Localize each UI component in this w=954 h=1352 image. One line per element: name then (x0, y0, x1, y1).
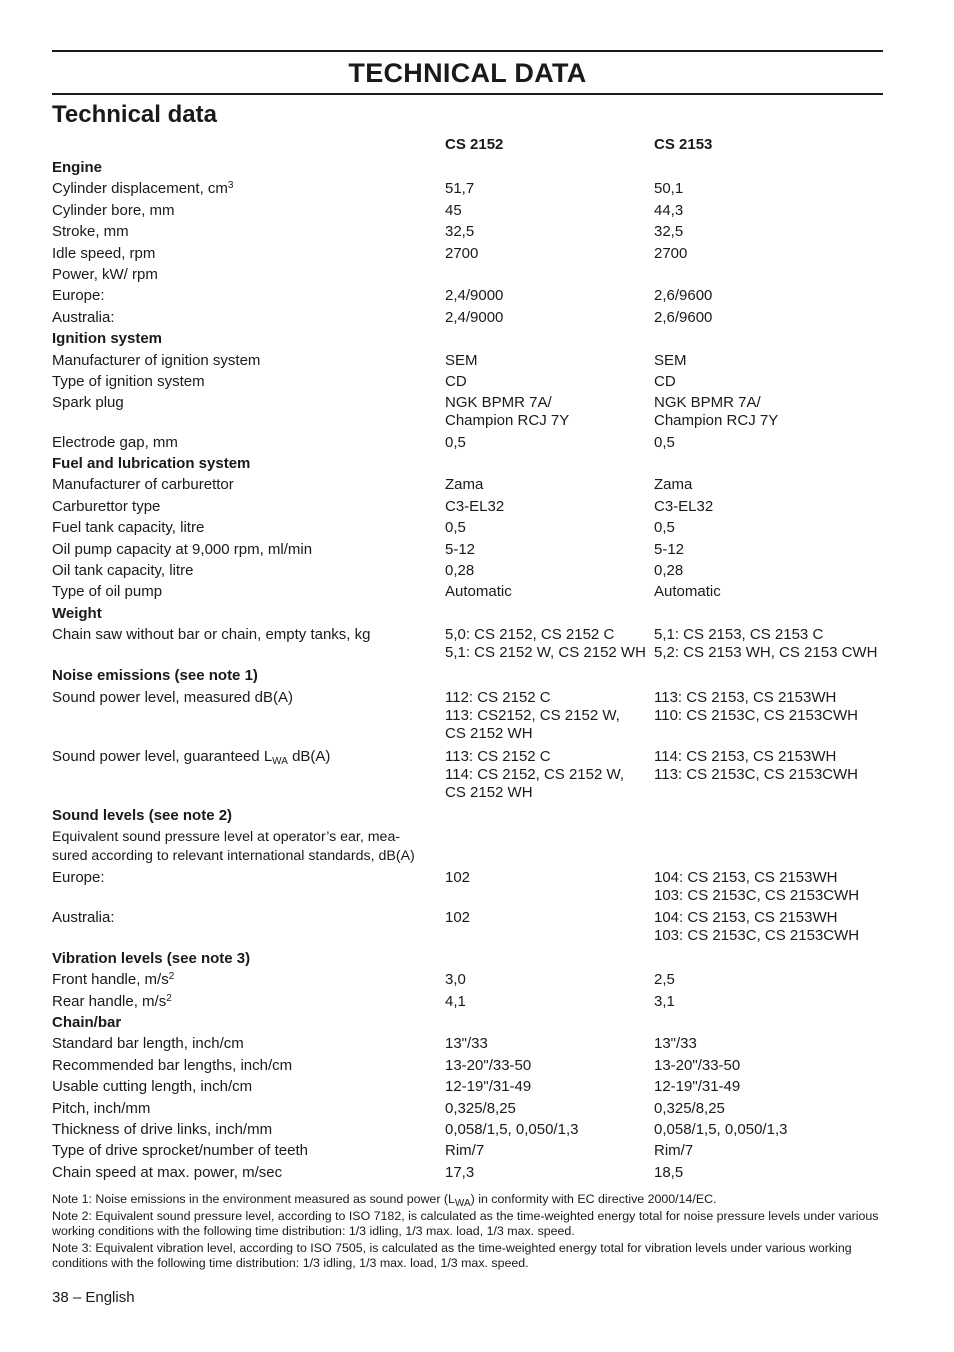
value-cs2153: 0,325/8,25 (654, 1099, 725, 1117)
spec-row (52, 687, 912, 746)
spec-label (52, 223, 445, 241)
spec-label (52, 541, 445, 559)
spec-label (52, 583, 445, 601)
value-cs2152: 0,28 (445, 562, 475, 580)
spec-row (52, 1033, 912, 1054)
value-cs2152: 2700 (445, 244, 479, 262)
spec-label-suffix: dB(A) (287, 747, 331, 765)
spec-label (52, 498, 445, 516)
spec-label-text: Sound power level, measured dB(A) (52, 688, 293, 706)
column-header-cs2153: CS 2153 (654, 136, 713, 153)
section-heading-row (52, 805, 912, 826)
section-heading-row (52, 948, 912, 969)
spec-row (52, 200, 912, 221)
unit-superscript: 3 (227, 180, 234, 192)
value-cs2153: 2,5 (654, 971, 675, 989)
value-cs2153: 2,6/9600 (654, 308, 713, 326)
top-rule (52, 50, 883, 52)
value-cs2152: 102 (445, 908, 471, 926)
value-cs2153: SEM (654, 351, 687, 369)
spec-label (52, 519, 445, 537)
section-heading (52, 605, 445, 623)
column-header-row (52, 134, 912, 157)
spec-row (52, 560, 912, 581)
spec-row (52, 969, 912, 990)
page-number: 38 – English (52, 1289, 135, 1306)
value-cs2153: 5,1: CS 2153, CS 2153 C 5,2: CS 2153 WH, CS 2153 CWH (654, 626, 878, 662)
value-cs2153: Zama (654, 476, 693, 494)
spec-row (52, 1119, 912, 1140)
spec-label-text: Europe: (52, 869, 105, 887)
spec-label (52, 202, 445, 220)
unit-subscript: WA (272, 755, 288, 767)
spec-label-text: Noise emissions (see note 1) (52, 667, 258, 685)
spec-label (52, 1142, 445, 1160)
spec-label (52, 1035, 445, 1053)
value-cs2152: 0,5 (445, 519, 466, 537)
section-heading (52, 159, 445, 177)
value-cs2152: 2,4/9000 (445, 287, 504, 305)
bottom-rule (52, 93, 883, 95)
value-cs2152: 13-20"/33-50 (445, 1056, 532, 1074)
spec-label-text: Front handle, m/s (52, 971, 169, 989)
value-cs2153: 3,1 (654, 992, 675, 1010)
spec-row (52, 907, 912, 948)
spec-label-text: Cylinder displacement, cm (52, 180, 228, 198)
spec-row (52, 243, 912, 264)
value-cs2152: Zama (445, 476, 484, 494)
spec-label-text: Ignition system (52, 330, 163, 348)
section-heading (52, 1014, 445, 1032)
spec-row (52, 350, 912, 371)
spec-row (52, 474, 912, 495)
value-cs2153: 5-12 (654, 540, 685, 558)
value-cs2152: Automatic (445, 583, 512, 601)
spec-row (52, 867, 912, 906)
value-cs2152: CD (445, 372, 467, 390)
spec-label (52, 909, 445, 927)
spec-row (52, 496, 912, 517)
spec-label (52, 1078, 445, 1096)
value-cs2152: NGK BPMR 7A/ Champion RCJ 7Y (445, 394, 570, 430)
spec-label (52, 373, 445, 391)
spec-label-text: Cylinder bore, mm (52, 201, 175, 219)
spec-label (52, 287, 445, 305)
spec-label-text: Oil tank capacity, litre (52, 562, 194, 580)
value-cs2153: 13-20"/33-50 (654, 1056, 741, 1074)
spec-label-text: Chain saw without bar or chain, empty tanks, kg (52, 626, 371, 644)
value-cs2153: 13"/33 (654, 1035, 697, 1053)
spec-row (52, 178, 912, 199)
spec-label (52, 180, 445, 198)
note-2: Note 2: Equivalent sound pressure level, according to ISO 7182, is calculated as the time-weighted energy total for noise pressure levels under various working conditions with the following time distribution: 1/3 idling, 1/3 max. load, 1/3 max. speed. (52, 1209, 879, 1238)
spec-label-text: Manufacturer of carburettor (52, 476, 234, 494)
spec-row (52, 264, 912, 285)
spec-label-text: Type of drive sprocket/number of teeth (52, 1142, 308, 1160)
spec-row (52, 539, 912, 560)
spec-label-text: Fuel tank capacity, litre (52, 519, 205, 537)
spec-label-text: Stroke, mm (52, 223, 129, 241)
spec-label (52, 476, 445, 494)
spec-label (52, 689, 445, 707)
value-cs2153: CD (654, 372, 676, 390)
spec-label-text: Australia: (52, 908, 115, 926)
section-heading-row (52, 1012, 912, 1033)
value-cs2153: 44,3 (654, 201, 684, 219)
value-cs2152: 0,325/8,25 (445, 1099, 516, 1117)
spec-label (52, 309, 445, 327)
value-cs2153: 12-19"/31-49 (654, 1078, 741, 1096)
spec-label-text: Spark plug (52, 394, 124, 412)
spec-row (52, 517, 912, 538)
spec-label-text: Rear handle, m/s (52, 992, 167, 1010)
spec-label-text: Power, kW/ rpm (52, 265, 158, 283)
spec-row (52, 826, 912, 867)
value-cs2153: 114: CS 2153, CS 2153WH 113: CS 2153C, CS 2153CWH (654, 747, 858, 783)
spec-label-text: Type of oil pump (52, 583, 163, 601)
spec-label (52, 245, 445, 263)
value-cs2152: 2,4/9000 (445, 308, 504, 326)
value-cs2152: 113: CS 2152 C 114: CS 2152, CS 2152 W, CS 2152 WH (445, 747, 624, 801)
spec-row (52, 432, 912, 453)
value-cs2152: Rim/7 (445, 1142, 485, 1160)
spec-label-text: Electrode gap, mm (52, 433, 178, 451)
value-cs2153: Rim/7 (654, 1142, 694, 1160)
spec-label-text: Engine (52, 159, 103, 176)
value-cs2153: 0,5 (654, 519, 675, 537)
section-heading (52, 807, 445, 825)
note-1: Note 1: Noise emissions in the environment measured as sound power $(L_{WA})$ in conformity with EC directive 2000/14/EC. (52, 1192, 717, 1209)
value-cs2152: 112: CS 2152 C 113: CS2152, CS 2152 W, CS 2152 WH (445, 688, 620, 742)
value-cs2152: 0,5 (445, 433, 466, 451)
value-cs2152: 4,1 (445, 992, 466, 1010)
section-heading-row (52, 157, 912, 178)
spec-row (52, 221, 912, 242)
value-cs2152: 12-19"/31-49 (445, 1078, 532, 1096)
spec-row (52, 746, 912, 805)
spec-label (52, 434, 445, 452)
spec-label-text: Carburettor type (52, 497, 161, 515)
spec-label (52, 993, 445, 1011)
spec-row (52, 581, 912, 602)
spec-label (52, 1100, 445, 1118)
spec-row (52, 371, 912, 392)
spec-label-text: Equivalent sound pressure level at operator’s ear, mea- sured according to relevant international standards, dB(A) (52, 828, 415, 864)
spec-row (52, 1055, 912, 1076)
spec-label-text: Oil pump capacity at 9,000 rpm, ml/min (52, 540, 313, 558)
section-heading (52, 330, 445, 348)
spec-label (52, 1057, 445, 1075)
spec-label-text: Thickness of drive links, inch/mm (52, 1120, 273, 1138)
value-cs2153: Automatic (654, 583, 721, 601)
spec-label (52, 971, 445, 989)
value-cs2153: 104: CS 2153, CS 2153WH 103: CS 2153C, CS 2153CWH (654, 869, 860, 905)
spec-table (52, 134, 912, 1183)
spec-row (52, 1098, 912, 1119)
spec-label-text: Europe: (52, 287, 105, 305)
value-cs2152: 5-12 (445, 540, 476, 558)
spec-label-text: Type of ignition system (52, 372, 205, 390)
section-heading-row (52, 603, 912, 624)
value-cs2152: 17,3 (445, 1163, 475, 1181)
value-cs2153: 32,5 (654, 223, 684, 241)
spec-label-text: Chain/bar (52, 1013, 122, 1031)
spec-label (52, 828, 445, 866)
spec-label (52, 562, 445, 580)
spec-label-text: Australia: (52, 308, 115, 326)
value-cs2153: 0,5 (654, 433, 675, 451)
value-cs2152: 45 (445, 201, 462, 219)
spec-label (52, 748, 445, 766)
spec-label-text: Pitch, inch/mm (52, 1099, 151, 1117)
spec-label-text: Chain speed at max. power, m/sec (52, 1163, 283, 1181)
spec-row (52, 1162, 912, 1183)
value-cs2152: C3-EL32 (445, 497, 505, 515)
value-cs2153: 113: CS 2153, CS 2153WH 110: CS 2153C, CS 2153CWH (654, 688, 858, 724)
value-cs2152: 13"/33 (445, 1035, 488, 1053)
value-cs2152: 0,058/1,5, 0,050/1,3 (445, 1120, 579, 1138)
spec-label (52, 266, 445, 284)
spec-label (52, 394, 445, 412)
spec-label-text: Weight (52, 604, 102, 622)
spec-row (52, 1076, 912, 1097)
value-cs2153: 2700 (654, 244, 688, 262)
spec-label-text: Recommended bar lengths, inch/cm (52, 1056, 293, 1074)
spec-row (52, 307, 912, 328)
spec-label (52, 1164, 445, 1182)
spec-label-text: Sound levels (see note 2) (52, 806, 233, 824)
unit-superscript: 2 (168, 971, 175, 983)
spec-label-text: Sound power level, guaranteed L (52, 747, 273, 765)
spec-row (52, 392, 912, 431)
value-cs2153: 18,5 (654, 1163, 684, 1181)
spec-row (52, 1140, 912, 1161)
spec-label-text: Vibration levels (see note 3) (52, 949, 251, 967)
spec-row (52, 991, 912, 1012)
value-cs2153: 104: CS 2153, CS 2153WH 103: CS 2153C, CS 2153CWH (654, 908, 860, 944)
spec-label-text: Idle speed, rpm (52, 244, 156, 262)
section-heading (52, 667, 445, 685)
value-cs2152: 51,7 (445, 180, 475, 198)
value-cs2152: 5,0: CS 2152, CS 2152 C 5,1: CS 2152 W, CS 2152 WH (445, 626, 646, 662)
spec-label-text: Manufacturer of ignition system (52, 351, 261, 369)
spec-label (52, 626, 445, 644)
value-cs2152: 3,0 (445, 971, 466, 989)
section-heading-row (52, 665, 912, 686)
spec-label-text: Usable cutting length, inch/cm (52, 1078, 253, 1096)
spec-row (52, 285, 912, 306)
section-heading-row (52, 453, 912, 474)
unit-superscript: 2 (166, 992, 172, 1004)
spec-label (52, 869, 445, 887)
column-header-cs2152: CS 2152 (445, 136, 504, 153)
spec-label-text: Standard bar length, inch/cm (52, 1035, 244, 1053)
section-title: Technical data (52, 101, 217, 128)
page-banner: TECHNICAL DATA (348, 58, 587, 88)
section-heading-row (52, 328, 912, 349)
value-cs2152: 32,5 (445, 223, 475, 241)
value-cs2153: 0,28 (654, 562, 684, 580)
value-cs2152: 102 (445, 869, 471, 887)
section-heading (52, 455, 445, 473)
note-3: Note 3: Equivalent vibration level, according to ISO 7505, is calculated as the time-weighted energy total for vibration levels under various working conditions with the following time distribution: 1/3 idling, 1/3 max. load, 1/3 max. speed. (52, 1241, 852, 1270)
spec-row (52, 624, 912, 665)
section-heading (52, 950, 445, 968)
value-cs2153: 0,058/1,5, 0,050/1,3 (654, 1120, 788, 1138)
spec-label (52, 352, 445, 370)
value-cs2153: 2,6/9600 (654, 287, 713, 305)
spec-label (52, 1121, 445, 1139)
value-cs2153: C3-EL32 (654, 497, 714, 515)
spec-label-text: Fuel and lubrication system (52, 455, 251, 473)
value-cs2152: SEM (445, 351, 478, 369)
value-cs2153: 50,1 (654, 180, 684, 198)
value-cs2153: NGK BPMR 7A/ Champion RCJ 7Y (654, 394, 779, 430)
notes (52, 1192, 892, 1273)
